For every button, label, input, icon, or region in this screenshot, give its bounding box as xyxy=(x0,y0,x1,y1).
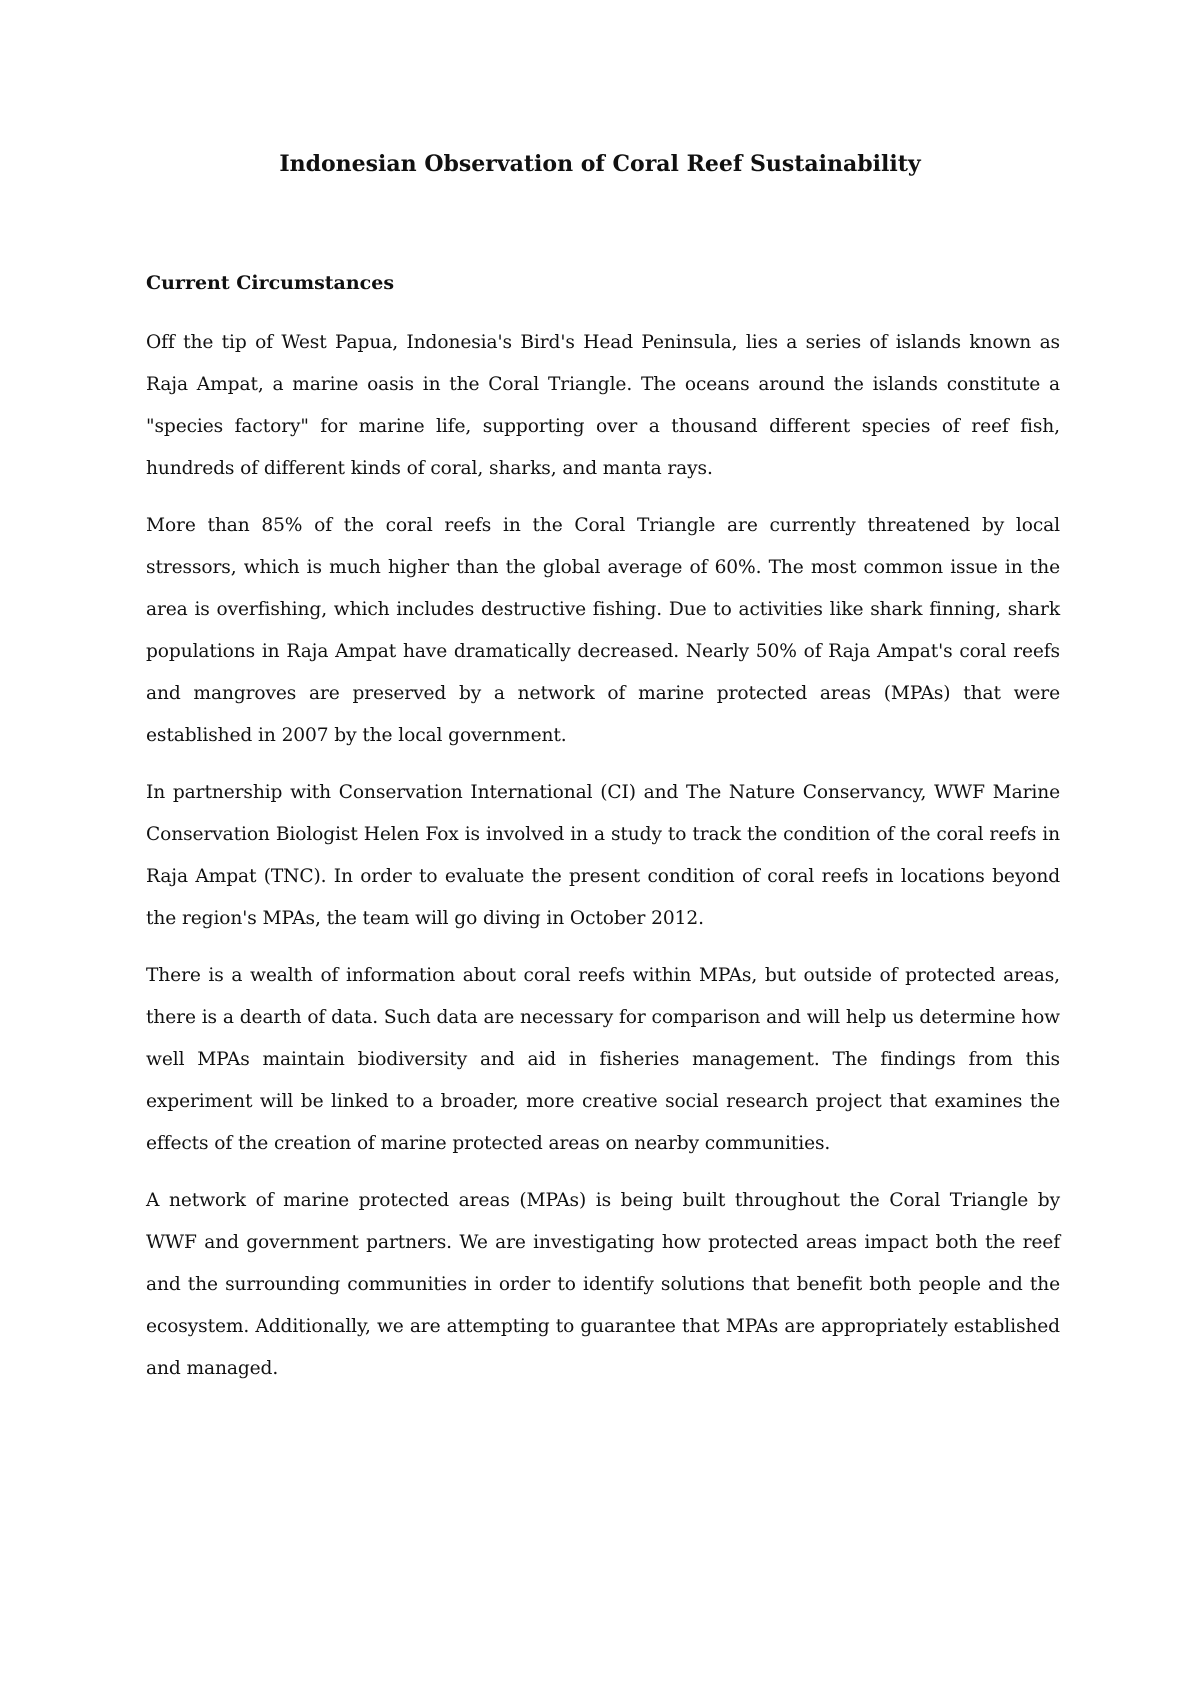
paragraph: A network of marine protected areas (MPAs) is being built throughout the Coral Triangle by WWF and government partners. We are investigating how protected areas impact both the reef and the surrounding communities in order to identify solutions that benefit both people and the ecosystem. Additionally, we are attempting to guarantee that MPAs are appropriately established and managed. xyxy=(146,1190,1060,1379)
paragraph: Off the tip of West Papua, Indonesia's Bird's Head Peninsula, lies a series of islands known as Raja Ampat, a marine oasis in the Coral Triangle. The oceans around the islands constitute a "species factory" for marine life, supporting over a thousand different species of reef fish, hundreds of different kinds of coral, sharks, and manta rays. xyxy=(146,332,1060,479)
paragraph: There is a wealth of information about coral reefs within MPAs, but outside of protected areas, there is a dearth of data. Such data are necessary for comparison and will help us determine how well MPAs maintain biodiversity and aid in fisheries management. The findings from this experiment will be linked to a broader, more creative social research project that examines the effects of the creation of marine protected areas on nearby communities. xyxy=(146,965,1060,1154)
paragraph: In partnership with Conservation International (CI) and The Nature Conservancy, WWF Marine Conservation Biologist Helen Fox is involved in a study to track the condition of the coral reefs in Raja Ampat (TNC). In order to evaluate the present condition of coral reefs in locations beyond the region's MPAs, the team will go diving in October 2012. xyxy=(146,782,1060,929)
document-title: Indonesian Observation of Coral Reef Sustainability xyxy=(279,151,921,177)
body-text xyxy=(146,322,1060,1405)
section-heading: Current Circumstances xyxy=(146,272,395,294)
paragraph: More than 85% of the coral reefs in the Coral Triangle are currently threatened by local stressors, which is much higher than the global average of 60%. The most common issue in the area is overfishing, which includes destructive fishing. Due to activities like shark finning, shark populations in Raja Ampat have dramatically decreased. Nearly 50% of Raja Ampat's coral reefs and mangroves are preserved by a network of marine protected areas (MPAs) that were established in 2007 by the local government. xyxy=(146,515,1060,746)
